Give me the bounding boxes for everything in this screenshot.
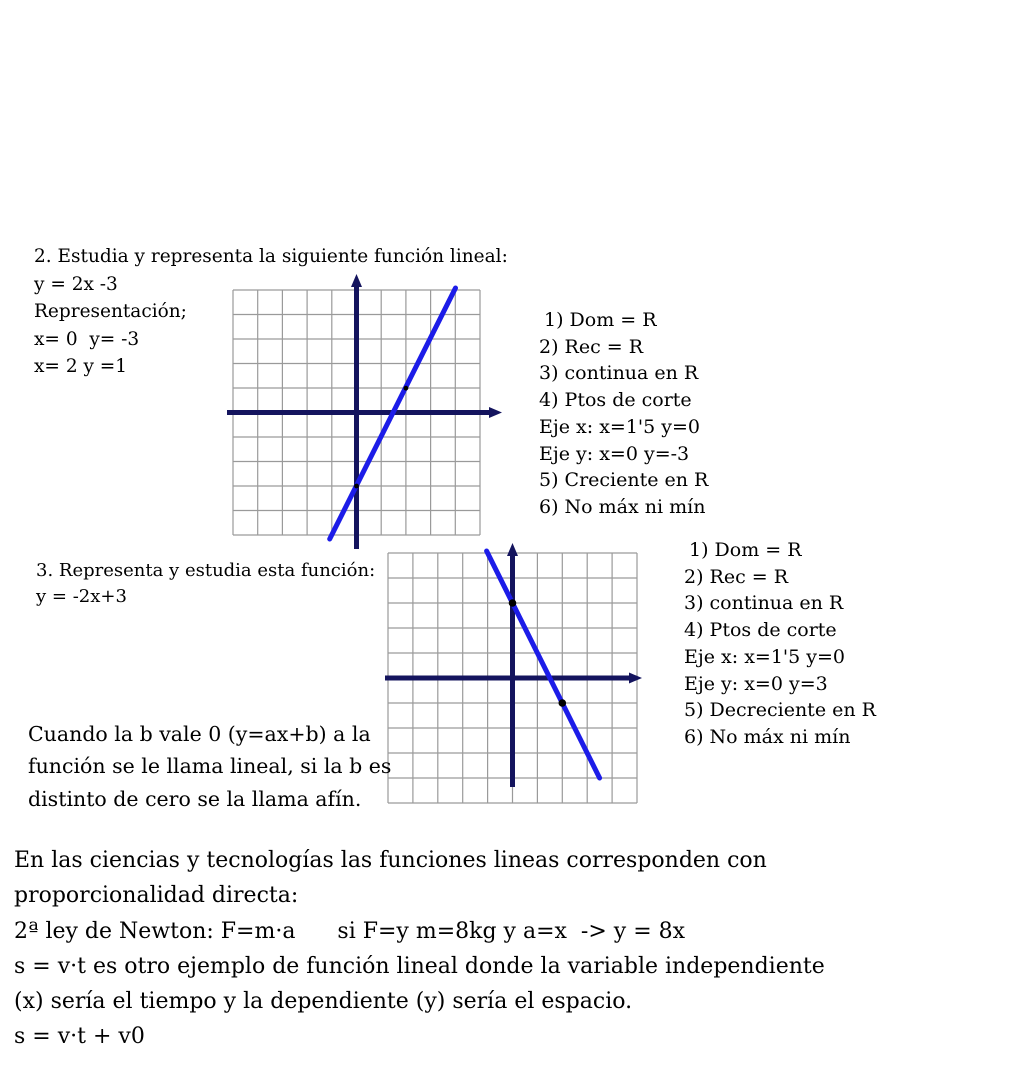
text-line: Eje x: x=1'5 y=0	[539, 415, 701, 438]
text-line: x= 2 y =1	[34, 356, 128, 377]
text-line: 4) Ptos de corte	[684, 619, 837, 642]
text-line: Eje y: x=0 y=-3	[539, 442, 690, 465]
exercise-3-analysis-list	[684, 537, 876, 751]
text-line: En las ciencias y tecnologías las funciones lineas corresponden con	[14, 848, 767, 873]
text-line: proporcionalidad directa:	[14, 883, 299, 909]
exercise-3-statement	[36, 558, 375, 611]
text-line: 2ª ley de Newton: F=m·a si F=y m=8kg y a=x -> y = 8x	[14, 918, 686, 944]
text-line: x= 0 y= -3	[34, 328, 140, 350]
text-line: Eje y: x=0 y=3	[684, 672, 828, 695]
lineal-vs-afin-note	[28, 718, 391, 815]
text-line: distinto de cero se la llama afín.	[28, 786, 362, 811]
text-line: 3) continua en R	[684, 592, 844, 615]
text-line: Eje x: x=1'5 y=0	[684, 645, 846, 668]
text-line: s = v·t + v0	[14, 1024, 145, 1050]
text-line: 2. Estudia y representa la siguiente función lineal:	[34, 246, 508, 267]
text-line: Representación;	[34, 301, 187, 322]
text-line: 3) continua en R	[539, 362, 699, 385]
exercise-2-analysis-list	[539, 307, 708, 521]
text-line: función se le llama lineal, si la b es	[28, 754, 392, 779]
text-line: y = 2x -3	[34, 273, 118, 295]
text-line: s = v·t es otro ejemplo de función lineal donde la variable independiente	[14, 953, 825, 979]
text-line: Cuando la b vale 0 (y=ax+b) a la	[28, 722, 371, 746]
text-line: 4) Ptos de corte	[539, 389, 692, 412]
text-line: 5) Decreciente en R	[684, 699, 876, 722]
graph-linear-y-2x-3	[220, 268, 512, 560]
text-line: 1) Dom = R	[689, 539, 802, 561]
graph-linear-y-neg2x-3	[375, 538, 653, 816]
text-line: 5) Creciente en R	[539, 469, 709, 492]
text-line: y = -2x+3	[36, 586, 127, 608]
text-line: 1) Dom = R	[544, 309, 657, 331]
text-line: (x) sería el tiempo y la dependiente (y) sería el espacio.	[14, 989, 633, 1015]
text-line: 6) No máx ni mín	[539, 495, 706, 518]
text-line: 6) No máx ni mín	[684, 725, 851, 748]
text-line: 3. Representa y estudia esta función:	[36, 560, 376, 581]
text-line: 2) Rec = R	[684, 565, 789, 588]
text-line: 2) Rec = R	[539, 335, 644, 358]
applications-paragraph	[14, 843, 825, 1055]
